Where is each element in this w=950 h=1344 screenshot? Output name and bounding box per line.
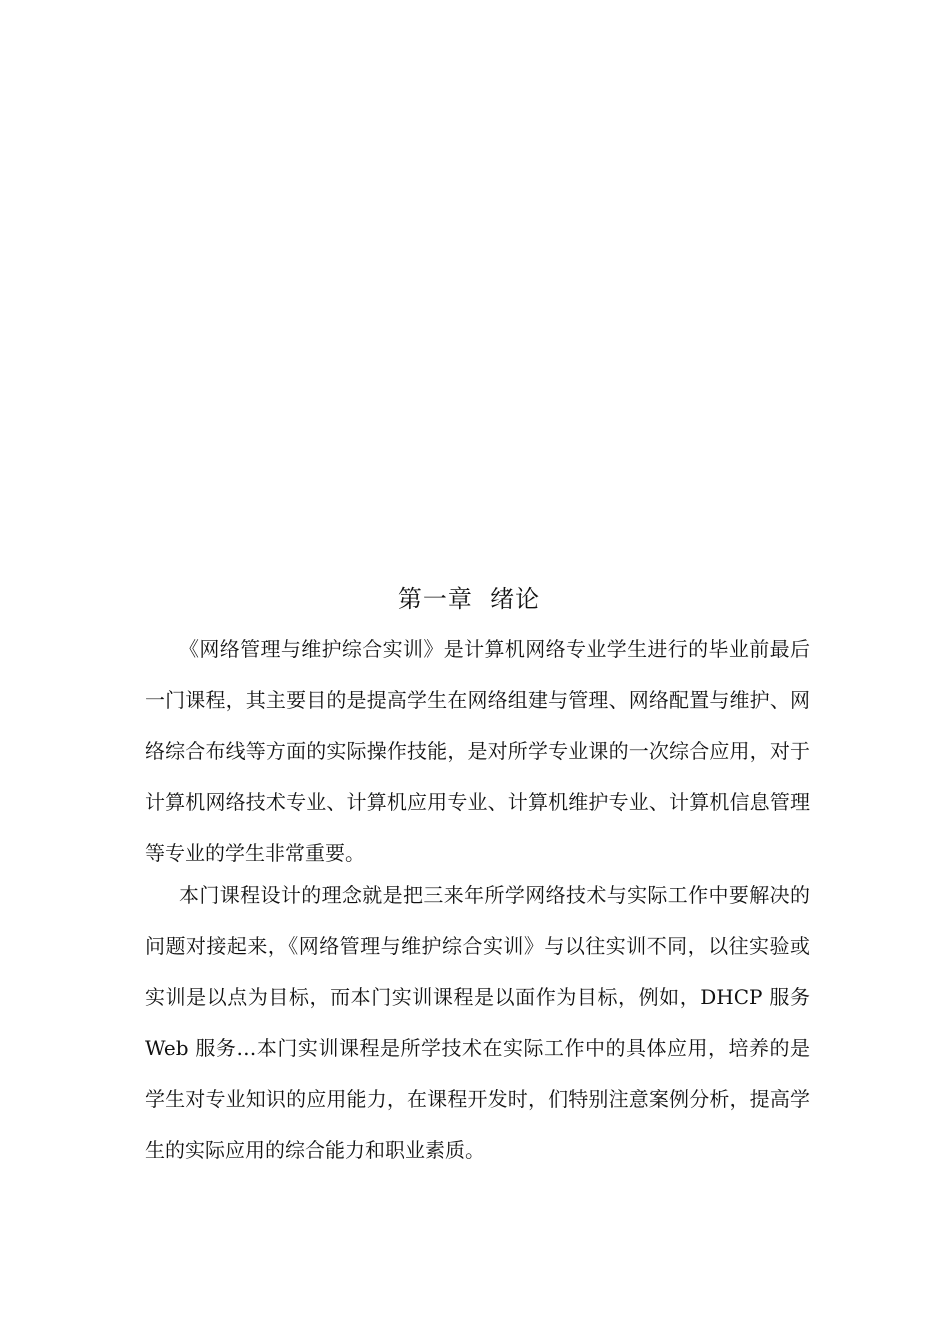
body-paragraph-1: 《网络管理与维护综合实训》是计算机网络专业学生进行的毕业前最后一门课程，其主要目的是提高学生在网络组建与管理、网络配置与维护、网络综合布线等方面的实际操作技能，是对所学专业课的一次综合应用，对于计算机网络技术专业、计算机应用专业、计算机维护专业、计算机信息管理等专业的学生非常重要。 bbox=[145, 637, 810, 865]
body-paragraph-2: 本门课程设计的理念就是把三来年所学网络技术与实际工作中要解决的问题对接起来，《网络管理与维护综合实训》与以往实训不同，以往实验或实训是以点为目标，而本门实训课程是以面作为目标，例如，DHCP 服务 Web 服务…本门实训课程是所学技术在实际工作中的具体应用，培养的是学生对专业知识的应用能力，在课程开发时，们特别注意案例分析，提高学生的实际应用的综合能力和职业素质。 bbox=[145, 883, 810, 1162]
chapter-title: 第一章 绪论 bbox=[397, 585, 541, 613]
